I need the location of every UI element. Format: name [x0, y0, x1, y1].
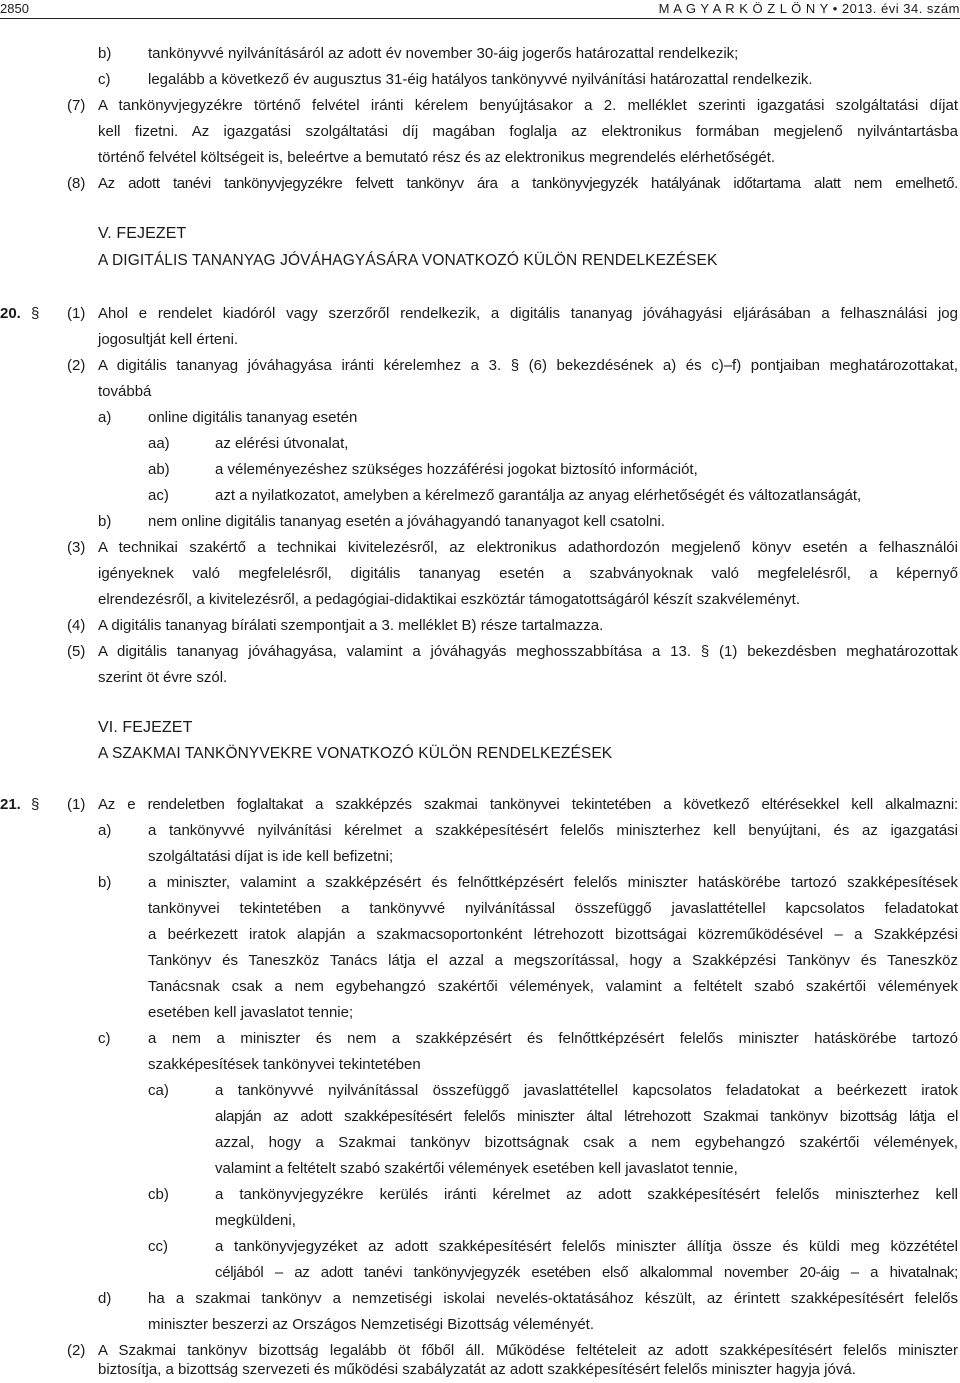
item-marker: a) — [98, 409, 112, 426]
paragraph-line: biztosítja, a bizottság szervezeti és működési szabályzatát az adott szakképesítésért felelős miniszter hagyja jóvá. — [98, 1361, 856, 1378]
item-text: nem online digitális tananyag esetén a jóváhagyandó tananyagot kell csatolni. — [148, 513, 666, 530]
publication-title: M A G Y A R K Ö Z L Ö N Y • 2013. évi 34. szám — [658, 1, 960, 16]
subitem-text: az elérési útvonalat, — [215, 435, 349, 452]
item-text: szolgáltatási díjat is ide kell befizetni; — [148, 848, 394, 865]
paragraph-marker: (1) — [67, 305, 86, 322]
subitem-text: alapján az adott szakképesítésért felelős miniszter által létrehozott Szakmai tankönyv bizottság látja el — [215, 1108, 958, 1125]
paragraph-marker: (2) — [67, 357, 86, 374]
subitem-text: azt a nyilatkozatot, amelyben a kérelmező garantálja az anyag elérhetőségét és változatlanságát, — [215, 487, 862, 504]
subitem-marker: cb) — [148, 1186, 169, 1203]
subitem-text: a tankönyvvé nyilvánítással összefüggő javaslattétellel kapcsolatos feladatokat a beérkezett iratok — [215, 1082, 958, 1099]
paragraph-marker: (4) — [67, 617, 86, 634]
paragraph-line: A digitális tananyag jóváhagyása, valamint a jóváhagyás meghosszabbítása a 13. § (1) bekezdésben meghatározottak — [98, 643, 958, 660]
subitem-marker: ac) — [148, 487, 169, 504]
subitem-marker: aa) — [148, 435, 170, 452]
paragraph-line: Az adott tanévi tankönyvjegyzékre felvett tankönyv ára a tankönyvjegyzék hatályának időtartama alatt nem emelhető. — [98, 175, 958, 192]
item-marker: a) — [98, 822, 112, 839]
paragraph-line: A tankönyvjegyzékre történő felvétel iránti kérelem benyújtásakor a 2. melléklet szerinti igazgatási szolgáltatási díjat — [98, 97, 958, 114]
paragraph-line: A Szakmai tankönyv bizottság legalább öt főből áll. Működése feltételeit az adott szakképesítésért felelős miniszter — [98, 1342, 958, 1359]
page-number: 2850 — [0, 1, 29, 16]
item-text: a nem a miniszter és nem a szakképzésért és felnőttképzésért felelős miniszter hatáskörébe tartozó — [148, 1030, 958, 1047]
item-marker: d) — [98, 1290, 112, 1307]
subitem-marker: ca) — [148, 1082, 169, 1099]
item-text: legalább a következő év augusztus 31-éig hatályos tankönyvvé nyilvánítási határozattal rendelkezik. — [148, 71, 813, 88]
item-marker: c) — [98, 1030, 111, 1047]
item-text: online digitális tananyag esetén — [148, 409, 358, 426]
item-text: Tankönyv és Taneszköz Tanács látja el azzal a megszorítással, hogy a Szakképzési Tankönyv és Taneszköz — [148, 952, 958, 969]
subitem-text: céljából – az adott tanévi tankönyvjegyzék esetében első alkalommal november 20-áig – a hivatalnak; — [215, 1264, 958, 1281]
item-text: miniszter beszerzi az Országos Nemzetiségi Bizottság véleményét. — [148, 1316, 595, 1333]
subitem-marker: cc) — [148, 1238, 168, 1255]
item-text: szakképesítések tankönyvei tekintetében — [148, 1056, 421, 1073]
page-header — [0, 0, 960, 20]
item-marker: b) — [98, 874, 112, 891]
paragraph-line: történő felvétel költségeit is, beleértve a bemutató rész és az elektronikus megrendelés elérhetőségét. — [98, 149, 776, 166]
item-text: Tanácsnak csak a nem egybehangzó szakértői vélemények, valamint a feltételt szabó szakértői vélemények — [148, 978, 958, 995]
paragraph-marker: (8) — [67, 175, 86, 192]
item-text: tankönyvei tekintetében a tankönyvvé nyilvánítással összefüggő javaslattétellel kapcsolatos feladatokat — [148, 900, 958, 917]
chapter-title: VI. FEJEZET — [98, 719, 193, 736]
item-text: a miniszter, valamint a szakképzésért és felnőttképzésért felelős miniszter hatáskörébe tartozó szakképesítések — [148, 874, 958, 891]
header-rule — [0, 18, 960, 19]
item-text: a tankönyvvé nyilvánítási kérelmet a szakképesítésért felelős miniszterhez kell benyújtani, és az igazgatási — [148, 822, 958, 839]
paragraph-line: A digitális tananyag bírálati szempontjait a 3. melléklet B) része tartalmazza. — [98, 617, 604, 634]
item-marker: b) — [98, 45, 112, 62]
subitem-text: azzal, hogy a Szakmai tankönyv bizottságnak csak a nem egybehangzó szakértői vélemények, — [215, 1134, 958, 1151]
paragraph-line: elrendezésről, a kivitelezésről, a pedagógiai-didaktikai eszköztár támogatottságáról készít szakvéleményt. — [98, 591, 801, 608]
subitem-text: megküldeni, — [215, 1212, 296, 1229]
section-number: 21. — [0, 796, 21, 813]
subitem-text: a tankönyvjegyzékre kerülés iránti kérelmet az adott szakképesítésért felelős miniszterhez kell — [215, 1186, 958, 1203]
subitem-text: valamint a feltételt szabó szakértői vélemények esetében kell javaslatot tennie, — [215, 1160, 738, 1177]
section-sign: § — [31, 305, 40, 322]
paragraph-marker: (7) — [67, 97, 86, 114]
paragraph-marker: (2) — [67, 1342, 86, 1359]
paragraph-line: jogosultját kell érteni. — [98, 331, 239, 348]
paragraph-marker: (3) — [67, 539, 86, 556]
paragraph-line: A digitális tananyag jóváhagyása iránti kérelemhez a 3. § (6) bekezdésének a) és c)–f) pontjaiban meghatározottakat, — [98, 357, 958, 374]
paragraph-line: kell fizetni. Az igazgatási szolgáltatási díj magában foglalja az elektronikus formában megjelenő nyilvántartásba — [98, 123, 958, 140]
section-number: 20. — [0, 305, 21, 322]
paragraph-line: Az e rendeletben foglaltakat a szakképzés szakmai tankönyvei tekintetében a következő eltérésekkel kell alkalmazni: — [98, 796, 958, 813]
section-sign: § — [31, 796, 40, 813]
subitem-text: a véleményezéshez szükséges hozzáférési jogokat biztosító információt, — [215, 461, 698, 478]
subitem-text: a tankönyvjegyzéket az adott szakképesítésért felelős miniszter állítja össze és küldi meg közzététel — [215, 1238, 958, 1255]
item-text: a beérkezett iratok alapján a szakmacsoportonként létrehozott bizottságai közreműködésével – a Szakképzési — [148, 926, 958, 943]
paragraph-line: továbbá — [98, 383, 152, 400]
chapter-subtitle: A SZAKMAI TANKÖNYVEKRE VONATKOZÓ KÜLÖN RENDELKEZÉSEK — [98, 745, 613, 762]
paragraph-marker: (5) — [67, 643, 86, 660]
paragraph-line: A technikai szakértő a technikai kivitelezésről, az elektronikus adathordozón megjelenő könyv esetén a felhasználói — [98, 539, 958, 556]
paragraph-line: Ahol e rendelet kiadóról vagy szerzőről rendelkezik, a digitális tananyag jóváhagyási eljárásában a felhasználási jog — [98, 305, 958, 322]
subitem-marker: ab) — [148, 461, 170, 478]
chapter-subtitle: A DIGITÁLIS TANANYAG JÓVÁHAGYÁSÁRA VONATKOZÓ KÜLÖN RENDELKEZÉSEK — [98, 252, 718, 269]
paragraph-marker: (1) — [67, 796, 86, 813]
chapter-title: V. FEJEZET — [98, 225, 187, 242]
paragraph-line: igényeknek való megfelelésről, digitális tananyag esetén a szabványoknak való megfelelésről, a képernyő — [98, 565, 958, 582]
item-text: ha a szakmai tankönyv a nemzetiségi iskolai nevelés-oktatásához készült, az érintett szakképesítésért felelős — [148, 1290, 958, 1307]
item-marker: c) — [98, 71, 111, 88]
paragraph-line: szerint öt évre szól. — [98, 669, 228, 686]
item-text: tankönyvvé nyilvánításáról az adott év november 30-áig jogerős határozattal rendelkezik; — [148, 45, 739, 62]
item-text: esetében kell javaslatot tennie; — [148, 1004, 354, 1021]
item-marker: b) — [98, 513, 112, 530]
